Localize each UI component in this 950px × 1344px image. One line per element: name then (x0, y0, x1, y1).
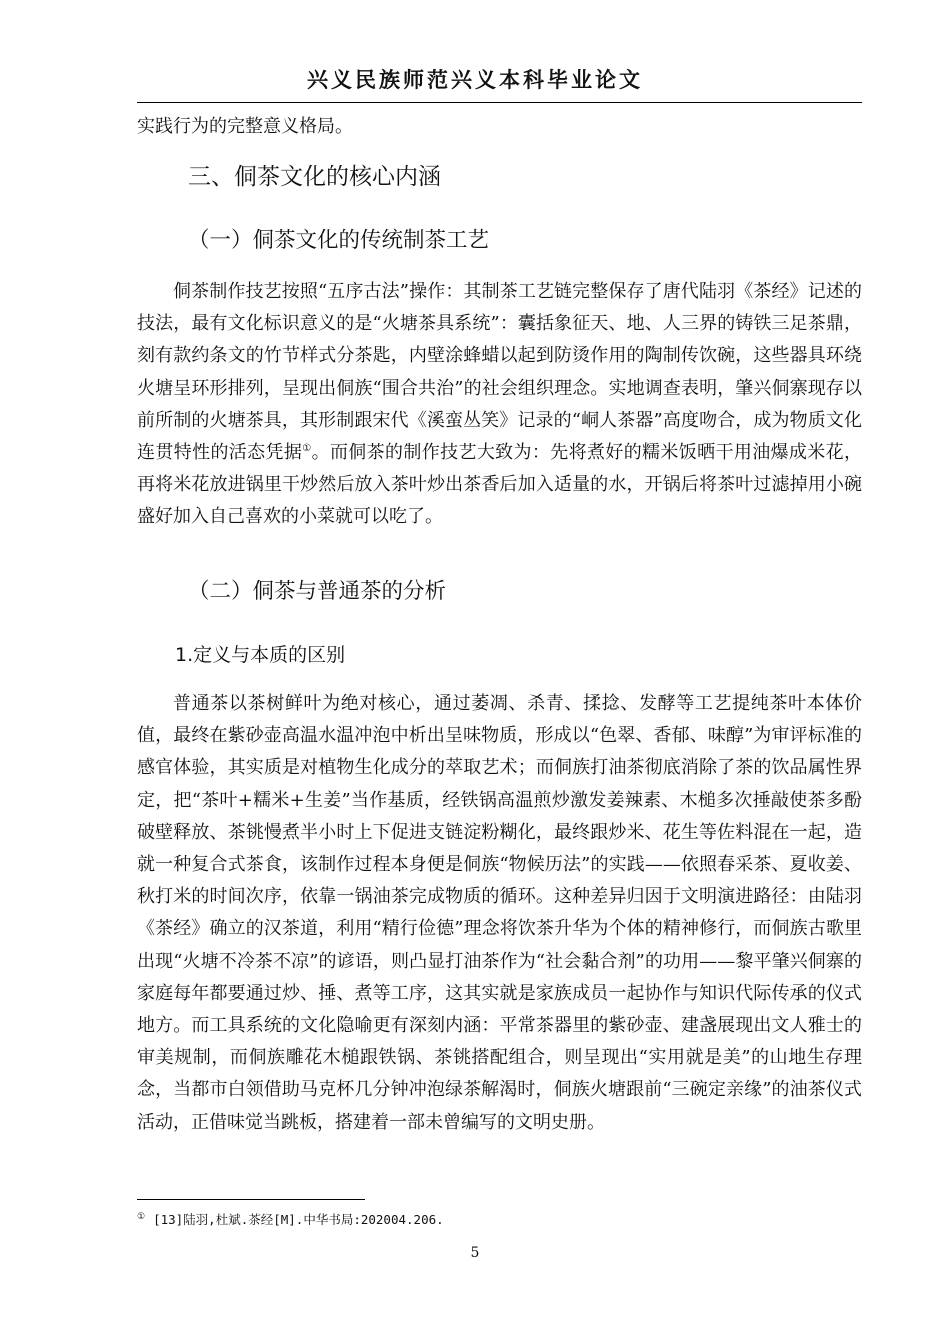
paragraph-1-continuation: 。而侗茶的制作技艺大致为：先将煮好的糯米饭晒干用油爆成米花，再将米花放进锅里干炒然后放入茶叶炒出茶香后加入适量的水，开锅后将茶叶过滤掉用小碗盛好加入自己喜欢的小菜就可以吃了。 (137, 442, 863, 528)
body-paragraph-2 (137, 688, 862, 1139)
page-number: 5 (470, 1245, 480, 1261)
continued-paragraph (137, 111, 862, 143)
footnote (137, 1210, 444, 1228)
numbered-heading: 1.定义与本质的区别 (175, 644, 346, 666)
section-heading: 三、侗茶文化的核心内涵 (188, 164, 441, 190)
footnote-mark: ① (137, 1211, 146, 1222)
continued-line: 实践行为的完整意义格局。 (137, 116, 353, 137)
paragraph-1-text: 侗茶制作技艺按照“五序古法”操作：其制茶工艺链完整保存了唐代陆羽《茶经》记述的技法，最有文化标识意义的是“火塘茶具系统”：囊括象征天、地、人三界的铸铁三足茶鼎，刻有款约条文的竹节样式分茶匙，内壁涂蜂蜡以起到防烫作用的陶制传饮碗，这些器具环绕火塘呈环形排列，呈现出侗族“围合共治”的社会组织理念。实地调查表明，肇兴侗寨现存以前所制的火塘茶具，其形制跟宋代《溪蛮丛笑》记录的“峒人茶器”高度吻合，成为物质文化连贯特性的活态凭据 (137, 281, 862, 464)
header-rule (137, 102, 862, 103)
footnote-text: [13]陆羽,杜斌.茶经[M].中华书局:202004.206. (153, 1212, 444, 1227)
body-paragraph-1 (137, 276, 862, 534)
subsection-heading-2: （二）侗茶与普通茶的分析 (188, 579, 447, 604)
paragraph-2-text: 普通茶以茶树鲜叶为绝对核心，通过萎凋、杀青、揉捻、发酵等工艺提纯茶叶本体价值，最终在紫砂壶高温水温冲泡中析出呈味物质，形成以“色翠、香郁、味醇”为审评标准的感官体验，其实质是对植物生化成分的萃取艺术；而侗族打油茶彻底消除了茶的饮品属性界定，把“茶叶+糯米+生姜”当作基质，经铁锅高温煎炒激发姜辣素、木槌多次捶敲使茶多酚破壁释放、茶铫慢煮半小时上下促进支链淀粉糊化，最终跟炒米、花生等佐料混在一起，造就一种复合式茶食，该制作过程本身便是侗族“物候历法”的实践——依照春采茶、夏收姜、秋打米的时间次序，依靠一锅油茶完成物质的循环。这种差异归因于文明演进路径：由陆羽《茶经》确立的汉茶道，利用“精行俭德”理念将饮茶升华为个体的精神修行，而侗族古歌里出现“火塘不冷茶不凉”的谚语，则凸显打油茶作为“社会黏合剂”的功用——黎平肇兴侗寨的家庭每年都要通过炒、捶、煮等工序，这其实就是家族成员一起协作与知识代际传承的仪式地方。而工具系统的文化隐喻更有深刻内涵：平常茶器里的紫砂壶、建盏展现出文人雅士的审美规制，而侗族雕花木槌跟铁锅、茶铫搭配组合，则呈现出“实用就是美”的山地生存理念，当都市白领借助马克杯几分钟冲泡绿茶解渴时，侗族火塘跟前“三碗定亲缘”的油茶仪式活动，正借味觉当跳板，搭建着一部未曾编写的文明史册。 (137, 693, 862, 1133)
footnote-reference: ① (302, 443, 312, 455)
running-header: 兴义民族师范兴义本科毕业论文 (307, 68, 643, 92)
footnote-rule (137, 1199, 365, 1200)
subsection-heading-1: （一）侗茶文化的传统制茶工艺 (188, 228, 490, 253)
